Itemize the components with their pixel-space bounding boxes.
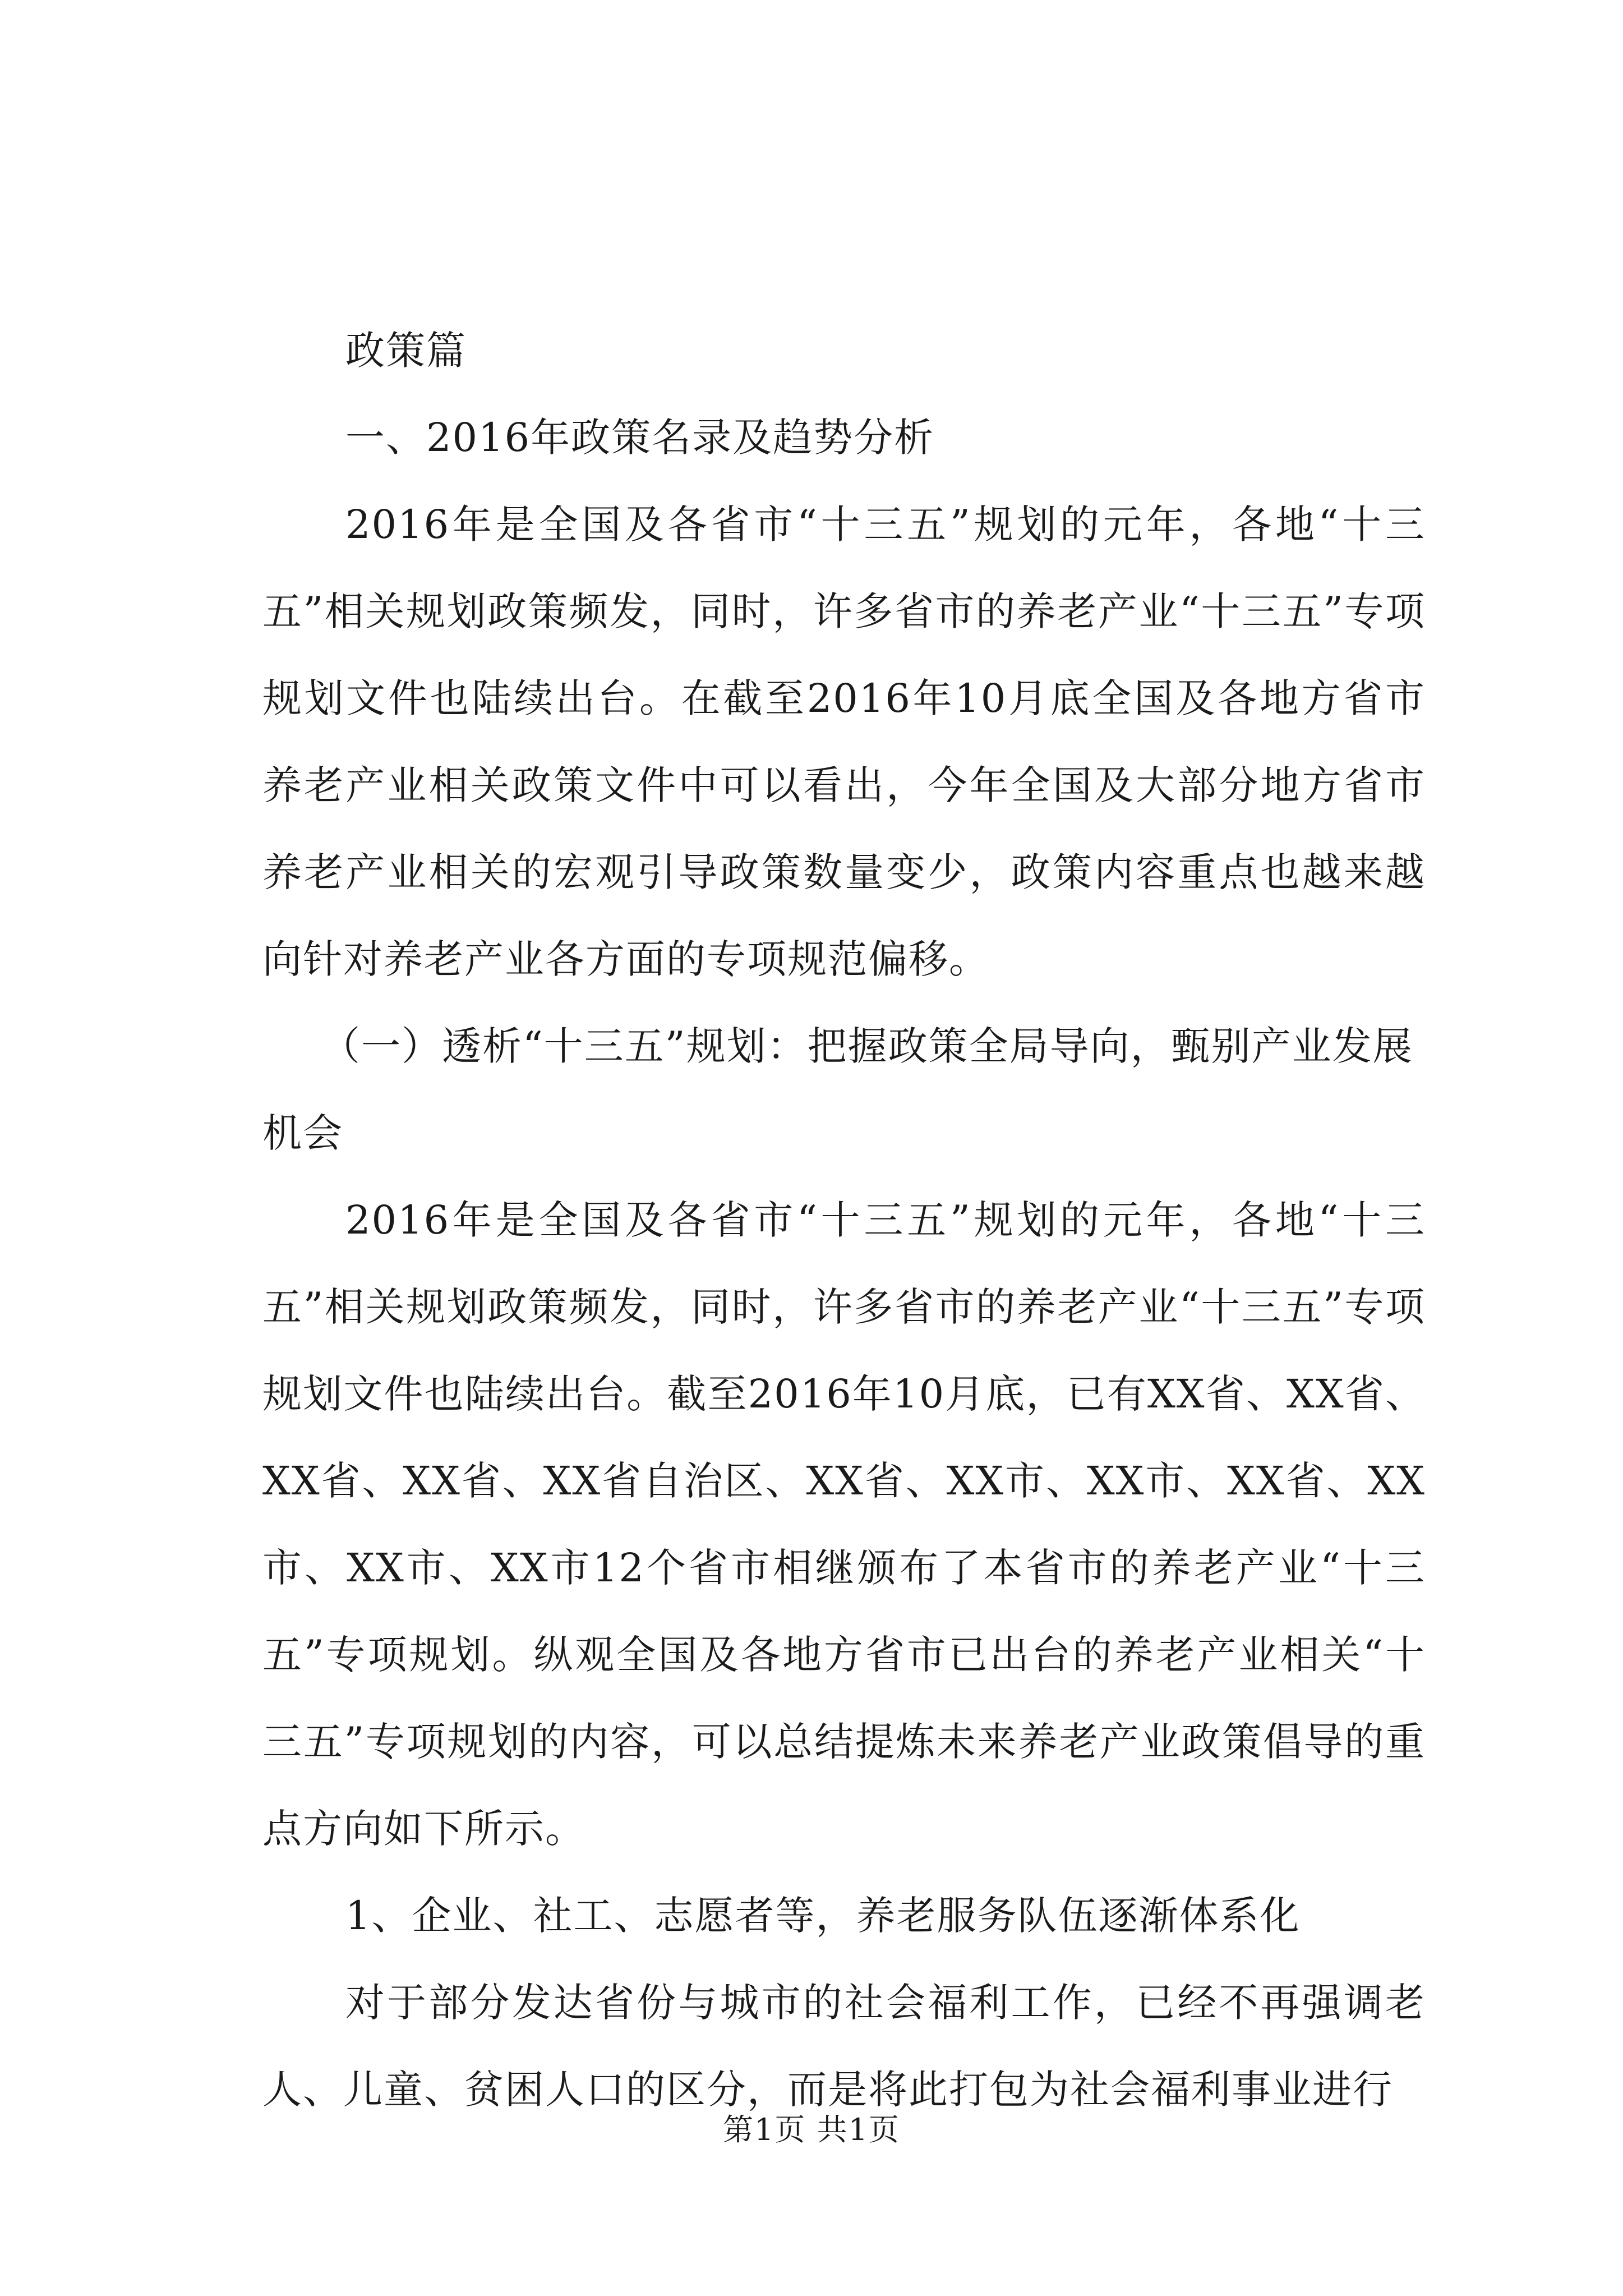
heading-policy-list: 一、2016年政策名录及趋势分析 (345, 415, 935, 461)
paragraph-social-welfare: 对于部分发达省份与城市的社会福利工作，已经不再强调老人、儿童、贫困人口的区分，而是将此打包为社会福利事业进行 (262, 1980, 1426, 2113)
section-title: 政策篇 (345, 328, 467, 374)
document-body (262, 307, 1426, 2133)
paragraph-plan-details: 2016年是全国及各省市“十三五”规划的元年，各地“十三五”相关规划政策频发，同时，许多省市的养老产业“十三五”专项规划文件也陆续出台。截至2016年10月底，已有XX省、XX省、XX省、XX省、XX省自治区、XX省、XX市、XX市、XX省、XX市、XX市、XX市12个省市相继颁布了本省市的养老产业“十三五”专项规划。纵观全国及各地方省市已出台的养老产业相关“十三五”专项规划的内容，可以总结提炼未来养老产业政策倡导的重点方向如下所示。 (262, 1197, 1426, 1852)
subheading-13th-five-year-plan: （一）透析“十三五”规划：把握政策全局导向，甄别产业发展机会 (262, 1023, 1413, 1156)
item-service-team: 1、企业、社工、志愿者等，养老服务队伍逐渐体系化 (345, 1893, 1301, 1939)
page-footer: 第1页 共1页 (723, 2112, 900, 2147)
paragraph-intro: 2016年是全国及各省市“十三五”规划的元年，各地“十三五”相关规划政策频发，同时，许多省市的养老产业“十三五”专项规划文件也陆续出台。在截至2016年10月底全国及各地方省市养老产业相关政策文件中可以看出，今年全国及大部分地方省市养老产业相关的宏观引导政策数量变少，政策内容重点也越来越向针对养老产业各方面的专项规范偏移。 (262, 501, 1426, 982)
